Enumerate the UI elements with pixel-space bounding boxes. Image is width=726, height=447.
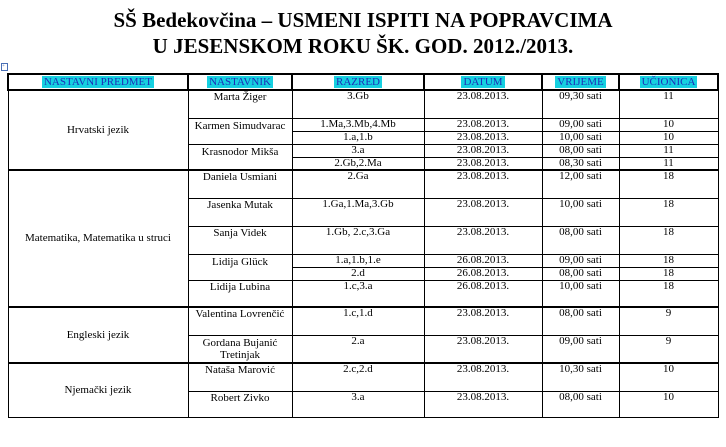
subject-cell: Engleski jezik <box>8 307 188 363</box>
class-cell: 1.c,3.a <box>292 280 424 307</box>
time-cell: 08,00 sati <box>542 391 619 417</box>
time-cell: 08,00 sati <box>542 226 619 254</box>
table-row <box>8 170 718 198</box>
exam-schedule-table <box>7 73 719 418</box>
teacher-cell: Krasnodor Mikša <box>188 144 292 170</box>
header-row <box>8 74 718 90</box>
teacher-cell: Gordana Bujanić Tretinjak <box>188 335 292 363</box>
class-cell: 2.Ga <box>292 170 424 198</box>
date-cell: 23.08.2013. <box>424 131 542 144</box>
room-cell: 11 <box>619 144 718 157</box>
room-cell: 10 <box>619 118 718 131</box>
teacher-cell: Marta Žiger <box>188 90 292 118</box>
date-cell: 23.08.2013. <box>424 391 542 417</box>
teacher-cell: Robert Zivko <box>188 391 292 417</box>
room-cell: 10 <box>619 131 718 144</box>
time-cell: 09,00 sati <box>542 254 619 267</box>
class-cell: 2.d <box>292 267 424 280</box>
class-cell: 2.Gb,2.Ma <box>292 157 424 170</box>
class-cell: 1.Ma,3.Mb,4.Mb <box>292 118 424 131</box>
time-cell: 10,00 sati <box>542 280 619 307</box>
teacher-cell: Valentina Lovrenčić <box>188 307 292 335</box>
date-cell: 23.08.2013. <box>424 307 542 335</box>
class-cell: 1.Ga,1.Ma,3.Gb <box>292 198 424 226</box>
room-cell: 18 <box>619 267 718 280</box>
header-room: UČIONICA <box>619 74 718 90</box>
date-cell: 23.08.2013. <box>424 90 542 118</box>
table-anchor-icon[interactable]: + <box>1 63 8 71</box>
header-class: RAZRED <box>292 74 424 90</box>
date-cell: 23.08.2013. <box>424 363 542 391</box>
time-cell: 10,00 sati <box>542 131 619 144</box>
time-cell: 08,30 sati <box>542 157 619 170</box>
room-cell: 10 <box>619 363 718 391</box>
table-row <box>8 363 718 391</box>
date-cell: 23.08.2013. <box>424 118 542 131</box>
room-cell: 11 <box>619 157 718 170</box>
time-cell: 09,00 sati <box>542 335 619 363</box>
room-cell: 18 <box>619 198 718 226</box>
time-cell: 09,00 sati <box>542 118 619 131</box>
teacher-cell: Lidija Lubina <box>188 280 292 307</box>
time-cell: 08,00 sati <box>542 267 619 280</box>
date-cell: 26.08.2013. <box>424 267 542 280</box>
class-cell: 1.a,1.b <box>292 131 424 144</box>
teacher-cell: Nataša Marović <box>188 363 292 391</box>
date-cell: 26.08.2013. <box>424 280 542 307</box>
subject-cell: Njemački jezik <box>8 363 188 417</box>
class-cell: 1.Gb, 2.c,3.Ga <box>292 226 424 254</box>
time-cell: 08,00 sati <box>542 307 619 335</box>
time-cell: 12,00 sati <box>542 170 619 198</box>
teacher-cell: Sanja Videk <box>188 226 292 254</box>
time-cell: 08,00 sati <box>542 144 619 157</box>
class-cell: 1.a,1.b,1.e <box>292 254 424 267</box>
room-cell: 9 <box>619 335 718 363</box>
header-subject: NASTAVNI PREDMET <box>8 74 188 90</box>
header-teacher: NASTAVNIK <box>188 74 292 90</box>
table-row <box>8 307 718 335</box>
class-cell: 3.Gb <box>292 90 424 118</box>
room-cell: 18 <box>619 226 718 254</box>
room-cell: 18 <box>619 280 718 307</box>
date-cell: 23.08.2013. <box>424 226 542 254</box>
teacher-cell: Lidija Glück <box>188 254 292 280</box>
class-cell: 2.c,2.d <box>292 363 424 391</box>
teacher-cell: Daniela Usmiani <box>188 170 292 198</box>
page-title-line-2: U JESENSKOM ROKU ŠK. GOD. 2012./2013. <box>152 34 574 58</box>
time-cell: 10,30 sati <box>542 363 619 391</box>
class-cell: 2.a <box>292 335 424 363</box>
date-cell: 23.08.2013. <box>424 157 542 170</box>
teacher-cell: Karmen Simudvarac <box>188 118 292 144</box>
class-cell: 1.c,1.d <box>292 307 424 335</box>
header-time: VRIJEME <box>542 74 619 90</box>
header-date: DATUM <box>424 74 542 90</box>
room-cell: 18 <box>619 254 718 267</box>
subject-cell: Hrvatski jezik <box>8 90 188 170</box>
date-cell: 26.08.2013. <box>424 254 542 267</box>
subject-cell: Matematika, Matematika u struci <box>8 170 188 307</box>
room-cell: 10 <box>619 391 718 417</box>
date-cell: 23.08.2013. <box>424 170 542 198</box>
class-cell: 3.a <box>292 144 424 157</box>
teacher-cell: Jasenka Mutak <box>188 198 292 226</box>
date-cell: 23.08.2013. <box>424 198 542 226</box>
room-cell: 9 <box>619 307 718 335</box>
table-row <box>8 90 718 118</box>
page-title-line-1: SŠ Bedekovčina – USMENI ISPITI NA POPRAVCIMA <box>113 8 613 32</box>
room-cell: 18 <box>619 170 718 198</box>
time-cell: 10,00 sati <box>542 198 619 226</box>
date-cell: 23.08.2013. <box>424 335 542 363</box>
room-cell: 11 <box>619 90 718 118</box>
date-cell: 23.08.2013. <box>424 144 542 157</box>
class-cell: 3.a <box>292 391 424 417</box>
time-cell: 09,30 sati <box>542 90 619 118</box>
